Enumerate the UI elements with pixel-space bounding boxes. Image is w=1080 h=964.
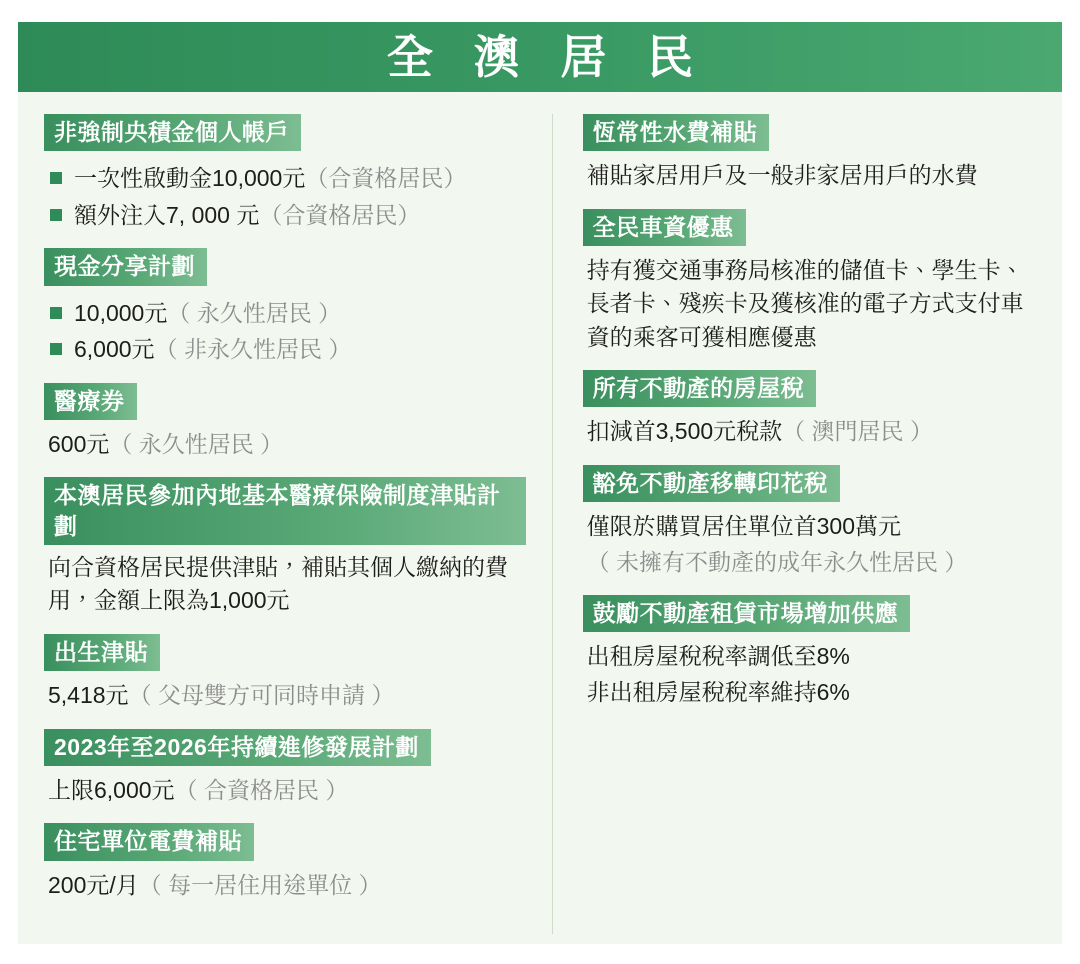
item-note-text: （ 父母雙方可同時申請 ） <box>128 682 395 709</box>
section-tag: 恆常性水費補貼 <box>583 114 770 151</box>
section-cash-sharing-scheme <box>44 248 526 366</box>
section-stamp-duty-exemption <box>583 465 1036 579</box>
item-main-text: 額外注入7, 000 元 <box>74 201 260 228</box>
item-note-text: （ 澳門居民 ） <box>782 418 933 445</box>
section-public-transport-fare-concession <box>583 209 1036 354</box>
item-note-text: （ 永久性居民 ） <box>167 299 342 326</box>
section-tag: 全民車資優惠 <box>583 209 746 246</box>
item-note-text: （ 合資格居民 ） <box>174 776 349 803</box>
section-body <box>48 774 526 807</box>
item-note-text: （ 每一居住用途單位 ） <box>138 871 382 898</box>
item-main-text: 一次性啟動金10,000元 <box>74 165 306 192</box>
bullet-list <box>48 296 526 367</box>
section-tag: 非強制央積金個人帳戶 <box>44 114 301 151</box>
section-tag: 本澳居民參加內地基本醫療保險制度津貼計劃 <box>44 477 526 545</box>
section-body: 補貼家居用戶及一般非家居用戶的水費 <box>586 162 978 189</box>
section-continuing-education-2023-2026 <box>44 729 526 808</box>
section-body: 僅限於購買居住單位首300萬元 <box>586 513 901 540</box>
section-residential-electricity-subsidy <box>44 823 526 902</box>
section-tag: 所有不動產的房屋稅 <box>583 370 817 407</box>
bullet-list <box>48 161 526 232</box>
section-body: 向合資格居民提供津貼，補貼其個人繳納的費用，金額上限為1,000元 <box>48 554 508 614</box>
section-tag: 豁免不動產移轉印花稅 <box>583 465 840 502</box>
item-main-text: 6,000元 <box>74 336 155 363</box>
section-encourage-rental-supply <box>583 595 1036 709</box>
list-item <box>48 161 526 196</box>
list-item <box>48 296 526 331</box>
page-title: 全 澳 居 民 <box>386 31 708 83</box>
section-regular-water-subsidy <box>583 114 1036 193</box>
content-panel <box>18 92 1062 944</box>
list-item <box>48 332 526 367</box>
section-mainland-medical-insurance-subsidy <box>44 477 526 617</box>
section-tag: 住宅單位電費補貼 <box>44 823 254 860</box>
section-body: 持有獲交通事務局核准的儲值卡、學生卡、長者卡、殘疾卡及獲核准的電子方式支付車資的乘客可獲相應優惠 <box>586 257 1024 350</box>
section-body-line-2: 非出租房屋稅稅率維持6% <box>586 678 850 705</box>
section-property-tax-all-real-estate <box>583 370 1036 449</box>
section-tag: 出生津貼 <box>44 634 160 671</box>
section-non-mandatory-provident-fund <box>44 114 526 232</box>
item-note-text: （ 非永久性居民 ） <box>154 336 352 363</box>
section-body <box>48 679 526 712</box>
item-main-text: 扣減首3,500元稅款 <box>586 418 783 445</box>
item-main-text: 600元 <box>48 431 110 458</box>
item-main-text: 上限6,000元 <box>48 776 175 803</box>
section-body-note: （ 未擁有不動產的成年永久性居民 ） <box>586 548 968 575</box>
item-main-text: 10,000元 <box>74 299 168 326</box>
item-note-text: （合資格居民） <box>305 165 467 192</box>
section-medical-voucher <box>44 383 526 462</box>
section-birth-subsidy <box>44 634 526 713</box>
list-item <box>48 198 526 233</box>
section-body <box>48 428 526 461</box>
section-tag: 現金分享計劃 <box>44 248 207 285</box>
item-main-text: 200元/月 <box>48 871 139 898</box>
poster-header <box>18 22 1062 92</box>
section-tag: 醫療券 <box>44 383 137 420</box>
item-note-text: （合資格居民） <box>259 201 421 228</box>
section-body-line-1: 出租房屋稅稅率調低至8% <box>586 643 850 670</box>
section-tag: 2023年至2026年持續進修發展計劃 <box>44 729 431 766</box>
section-tag: 鼓勵不動產租賃市場增加供應 <box>583 595 911 632</box>
item-main-text: 5,418元 <box>48 682 129 709</box>
item-note-text: （ 永久性居民 ） <box>109 431 284 458</box>
left-column <box>44 114 553 934</box>
section-body <box>587 415 1036 448</box>
section-body <box>48 869 526 902</box>
right-column <box>553 114 1036 934</box>
